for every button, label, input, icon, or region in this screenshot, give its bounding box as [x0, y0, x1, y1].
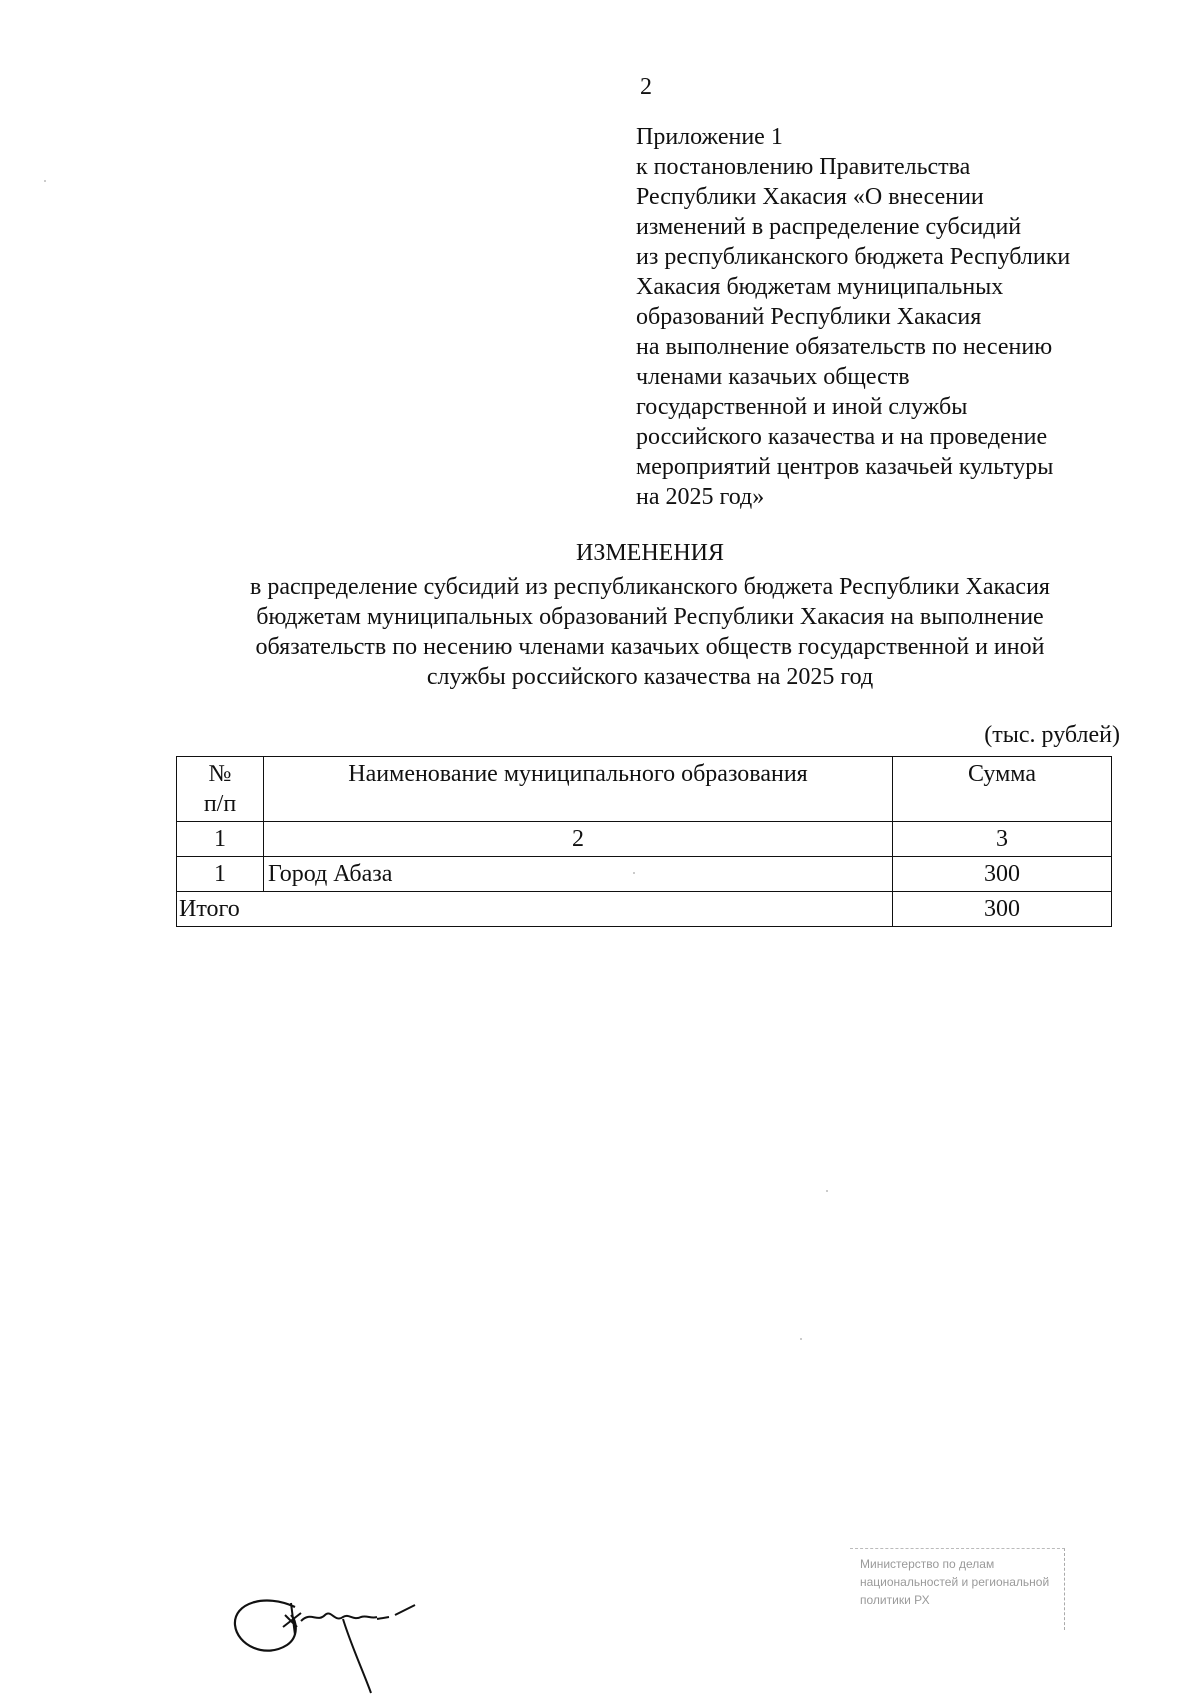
column-number-row [177, 822, 1112, 857]
appendix-line: Приложение 1 [636, 124, 783, 150]
page-number: 2 [640, 74, 652, 100]
row-sum: 300 [893, 857, 1112, 892]
document-subtitle [150, 572, 1150, 692]
appendix-line: на выполнение обязательств по несению [636, 334, 1053, 360]
subtitle-line: бюджетам муниципальных образований Республики Хакасия на выполнение [256, 604, 1044, 630]
document-title: ИЗМЕНЕНИЯ [575, 540, 725, 566]
column-number: 2 [264, 822, 893, 857]
column-number: 3 [893, 822, 1112, 857]
header-name-cell: Наименование муниципального образования [264, 757, 893, 822]
appendix-line: государственной и иной службы [636, 394, 968, 420]
row-number: 1 [177, 857, 264, 892]
row-municipality-name: Город Абаза [264, 857, 893, 892]
stamp-line: национальностей и региональной [860, 1575, 1050, 1589]
appendix-line: Хакасия бюджетам муниципальных [636, 274, 1004, 300]
scan-speck [826, 1190, 828, 1192]
appendix-line: на 2025 год» [636, 484, 765, 510]
table-total-row [177, 892, 1112, 927]
stamp-line: Министерство по делам [860, 1557, 995, 1571]
appendix-line: образований Республики Хакасия [636, 304, 982, 330]
appendix-line: изменений в распределение субсидий [636, 214, 1022, 240]
subtitle-line: службы российского казачества на 2025 год [426, 664, 874, 690]
total-label: Итого [177, 892, 893, 927]
scan-speck [44, 180, 46, 182]
total-sum: 300 [893, 892, 1112, 927]
stamp-line: политики РХ [860, 1593, 930, 1607]
appendix-line: Республики Хакасия «О внесении [636, 184, 984, 210]
table-header-row [177, 757, 1112, 822]
appendix-block [636, 122, 1070, 512]
appendix-line: из республиканского бюджета Республики [636, 244, 1071, 270]
header-sum-cell: Сумма [893, 757, 1112, 822]
appendix-line: к постановлению Правительства [636, 154, 971, 180]
column-number: 1 [177, 822, 264, 857]
scan-speck [633, 872, 635, 874]
subtitle-line: обязательств по несению членами казачьих обществ государственной и иной [255, 634, 1045, 660]
handwritten-signature-icon [225, 1575, 465, 1695]
subtitle-line: в распределение субсидий из республиканского бюджета Республики Хакасия [250, 574, 1050, 600]
units-label: (тыс. рублей) [984, 722, 1120, 748]
stamp [850, 1548, 1065, 1630]
appendix-line: мероприятий центров казачьей культуры [636, 454, 1054, 480]
header-number-symbol: № [208, 761, 232, 787]
header-number-cell [177, 757, 264, 822]
table-row [177, 857, 1112, 892]
appendix-line: российского казачества и на проведение [636, 424, 1048, 450]
subsidy-table [176, 756, 1112, 927]
appendix-line: членами казачьих обществ [636, 364, 910, 390]
header-number-abbrev: п/п [203, 791, 237, 817]
scan-speck [800, 1338, 802, 1340]
